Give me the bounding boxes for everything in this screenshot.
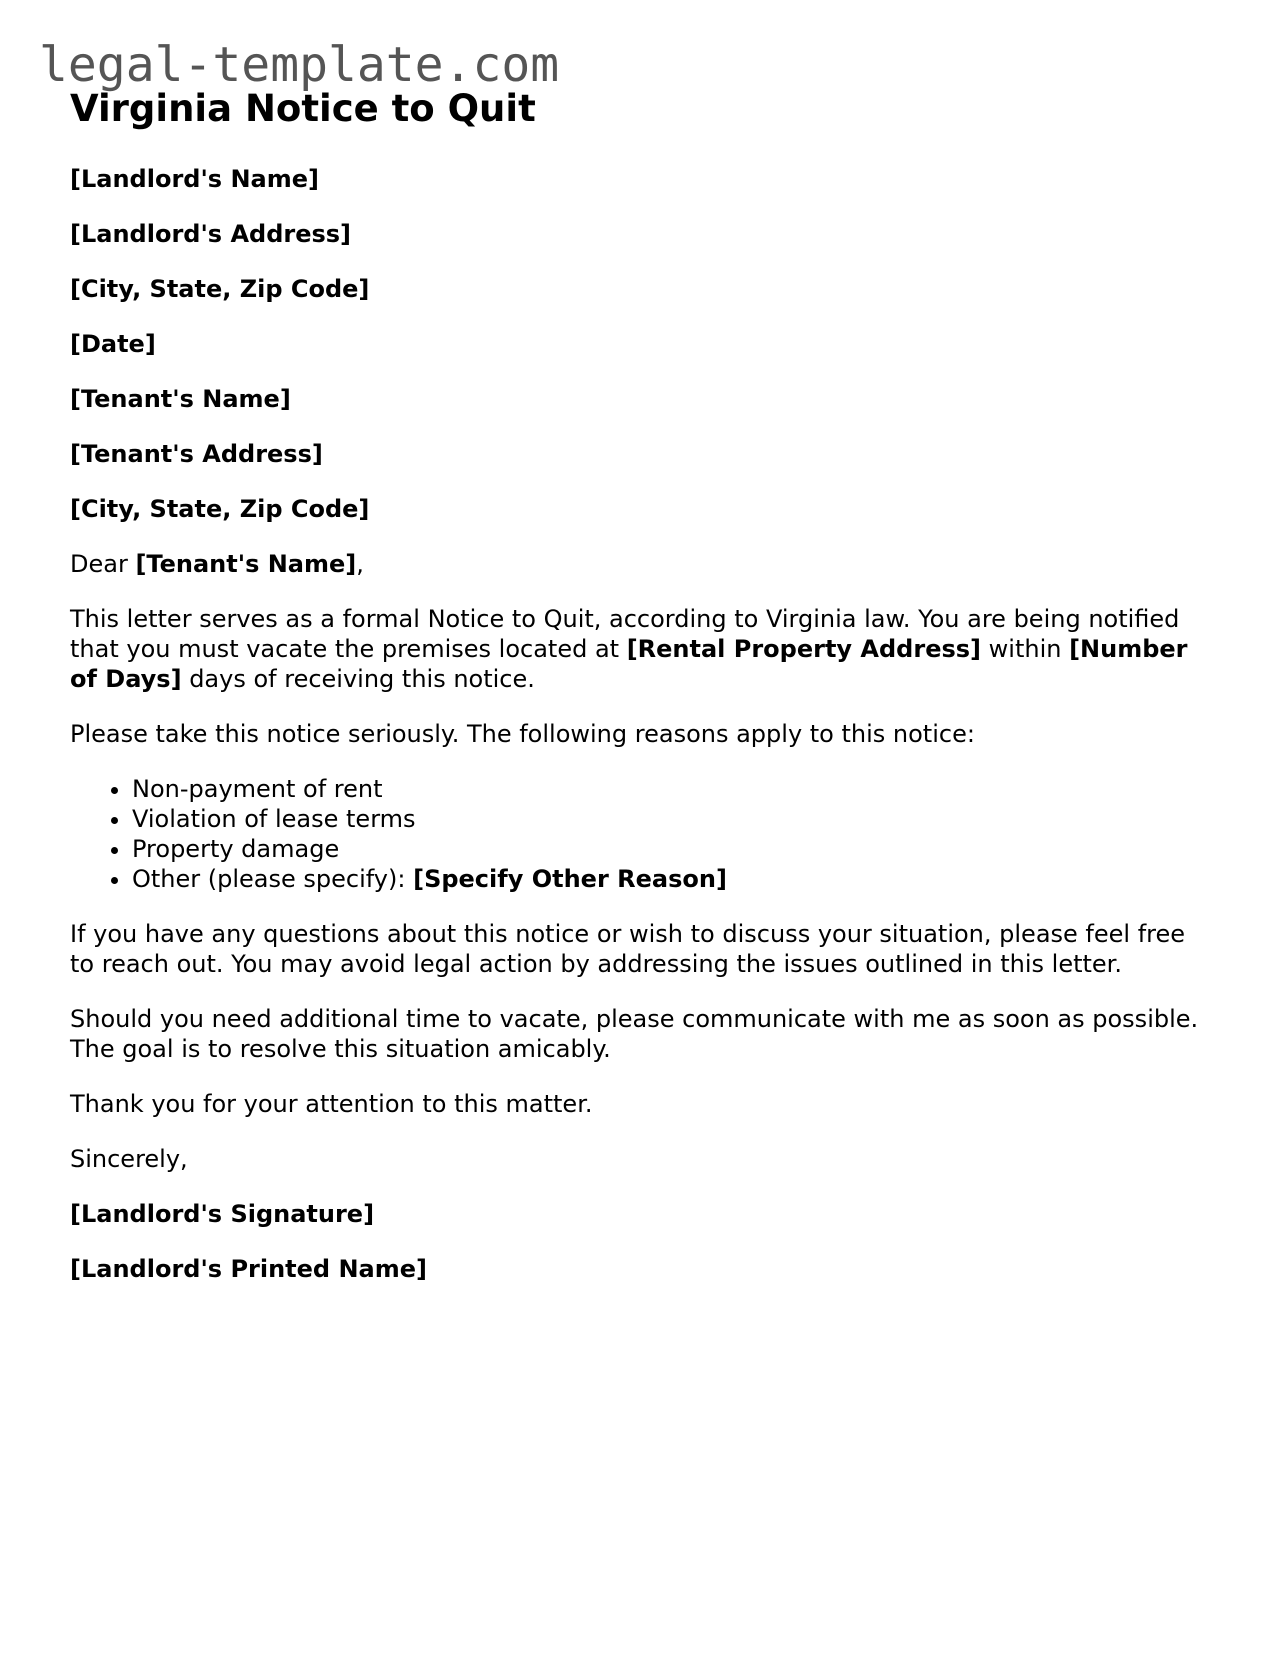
reason-item: • Non-payment of rent	[132, 774, 1210, 804]
reasons-intro: Please take this notice seriously. The following reasons apply to this notice:	[70, 720, 975, 748]
notice-text-2: within	[981, 635, 1070, 663]
salutation-prefix: Dear	[70, 550, 136, 578]
landlord-city-field: [City, State, Zip Code]	[70, 275, 370, 303]
notice-paragraph	[70, 604, 1210, 694]
notice-document	[70, 86, 1210, 1309]
questions-paragraph: If you have any questions about this notice or wish to discuss your situation, please feel free to reach out. You may avoid legal action by addressing the issues outlined in this letter.	[70, 920, 1186, 978]
landlord-name-field: [Landlord's Name]	[70, 165, 319, 193]
notice-text-1: This letter serves as a formal Notice to Quit, according to Virginia law. You are being notified that you must vacate the premises located at	[70, 605, 1180, 663]
landlord-printed-name-field: [Landlord's Printed Name]	[70, 1255, 427, 1283]
tenant-address-field: [Tenant's Address]	[70, 440, 323, 468]
rental-address-field: [Rental Property Address]	[626, 635, 982, 663]
reason-item: • Property damage	[132, 834, 1210, 864]
reason-item	[132, 864, 1210, 894]
other-reason-label: Other (please specify):	[132, 865, 414, 893]
landlord-signature-field: [Landlord's Signature]	[70, 1200, 375, 1228]
tenant-city-field: [City, State, Zip Code]	[70, 495, 370, 523]
tenant-name-field: [Tenant's Name]	[70, 385, 291, 413]
notice-text-3: days of receiving this notice.	[181, 665, 535, 693]
salutation	[70, 549, 1210, 579]
landlord-address-field: [Landlord's Address]	[70, 220, 352, 248]
date-field: [Date]	[70, 330, 156, 358]
closing: Sincerely,	[70, 1145, 188, 1173]
reason-item: • Violation of lease terms	[132, 804, 1210, 834]
document-title: Virginia Notice to Quit	[70, 87, 536, 130]
watermark-logo: legal-template.com	[39, 37, 560, 93]
thank-you-paragraph: Thank you for your attention to this matter.	[70, 1090, 593, 1118]
other-reason-field: [Specify Other Reason]	[413, 865, 727, 893]
reasons-list	[70, 774, 1210, 894]
number-of-days-field: [Number of Days]	[70, 635, 1188, 693]
additional-time-paragraph: Should you need additional time to vacate, please communicate with me as soon as possible. The goal is to resolve this situation amicably.	[70, 1005, 1199, 1063]
salutation-suffix: ,	[356, 550, 364, 578]
salutation-tenant-name: [Tenant's Name]	[135, 550, 357, 578]
